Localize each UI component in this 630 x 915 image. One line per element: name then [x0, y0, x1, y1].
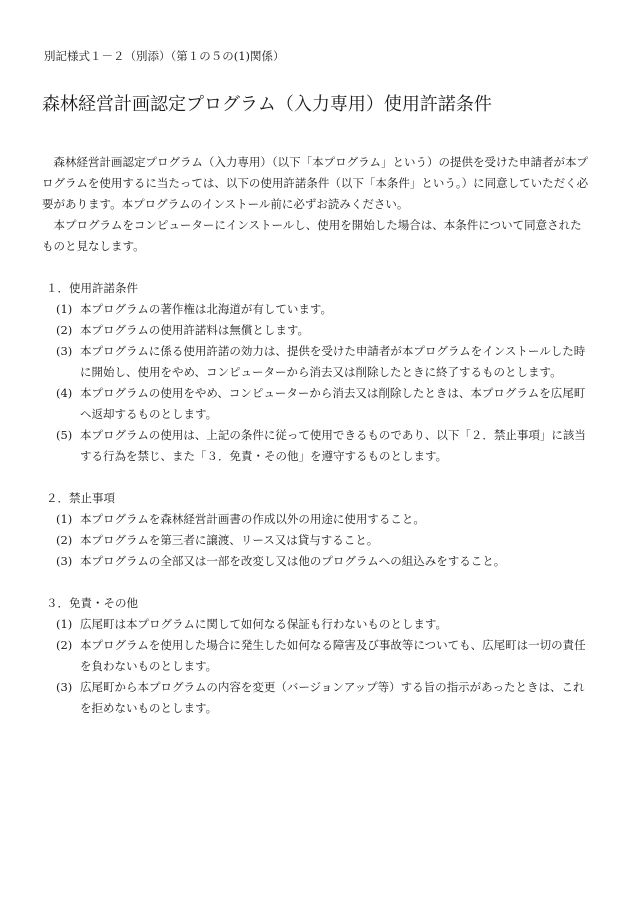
item-text: 本プログラムを第三者に譲渡、リース又は貸与すること。 [80, 533, 379, 547]
list-item [42, 635, 590, 677]
item-text: 広尾町から本プログラムの内容を変更（バージョンアップ等）する旨の指示があったときは、これを拒めないものとします。 [80, 680, 585, 715]
item-number: (2) [56, 323, 73, 337]
item-number: (1) [56, 512, 73, 526]
item-number: (1) [56, 302, 73, 316]
item-text: 広尾町は本プログラムに関して如何なる保証も行わないものとします。 [80, 617, 447, 631]
intro-paragraph: 本プログラムをコンピューターにインストールし、使用を開始した場合は、本条件について同意されたものと見なします。 [42, 218, 582, 253]
list-item [42, 320, 590, 341]
section-license-conditions [42, 278, 590, 467]
intro-paragraph: 森林経営計画認定プログラム（入力専用）（以下「本プログラム」という）の提供を受けた申請者が本プログラムを使用するに当たっては、以下の使用許諾条件（以下「本条件」という。）に同意していただく必要があります。本プログラムのインストール前に必ずお読みください。 [42, 155, 589, 211]
section-heading: ２．禁止事項 [46, 491, 115, 505]
item-text: 本プログラムの全部又は一部を改変し又は他のプログラムへの組込みをすること。 [80, 554, 506, 568]
item-number: (5) [56, 428, 73, 442]
item-number: (1) [56, 617, 73, 631]
item-text: 本プログラムを森林経営計画書の作成以外の用途に使用すること。 [80, 512, 425, 526]
item-number: (2) [56, 533, 73, 547]
list-item [42, 299, 590, 320]
list-item [42, 341, 590, 383]
list-item [42, 425, 590, 467]
section-heading: １．使用許諾条件 [46, 281, 138, 295]
section-disclaimer [42, 593, 590, 719]
item-text: 本プログラムの使用は、上記の条件に従って使用できるものであり、以下「２．禁止事項」に該当する行為を禁じ、また「３．免責・その他」を遵守するものとします。 [80, 428, 586, 463]
document-title: 森林経営計画認定プログラム（入力専用）使用許諾条件 [42, 94, 492, 115]
section-prohibited-acts [42, 488, 590, 572]
item-number: (3) [56, 344, 73, 358]
form-note: 別記様式１－２（別添）（第１の５の(1)関係） [44, 49, 285, 63]
intro [42, 152, 590, 257]
list-item [42, 530, 590, 551]
item-text: 本プログラムの使用許諾料は無償とします。 [80, 323, 309, 337]
item-number: (4) [56, 386, 73, 400]
item-text: 本プログラムを使用した場合に発生した如何なる障害及び事故等についても、広尾町は一切の責任を負わないものとします。 [80, 638, 586, 673]
item-number: (3) [56, 680, 73, 694]
item-text: 本プログラムの著作権は北海道が有しています。 [80, 302, 332, 316]
item-text: 本プログラムに係る使用許諾の効力は、提供を受けた申請者が本プログラムをインストールした時に開始し、使用をやめ、コンピューターから消去又は削除したときに終了するものとします。 [80, 344, 586, 379]
item-number: (3) [56, 554, 73, 568]
item-number: (2) [56, 638, 73, 652]
list-item [42, 383, 590, 425]
list-item [42, 614, 590, 635]
list-item [42, 551, 590, 572]
section-heading: ３．免責・その他 [46, 596, 138, 610]
list-item [42, 677, 590, 719]
item-text: 本プログラムの使用をやめ、コンピューターから消去又は削除したときは、本プログラムを広尾町へ返却するものとします。 [80, 386, 586, 421]
list-item [42, 509, 590, 530]
